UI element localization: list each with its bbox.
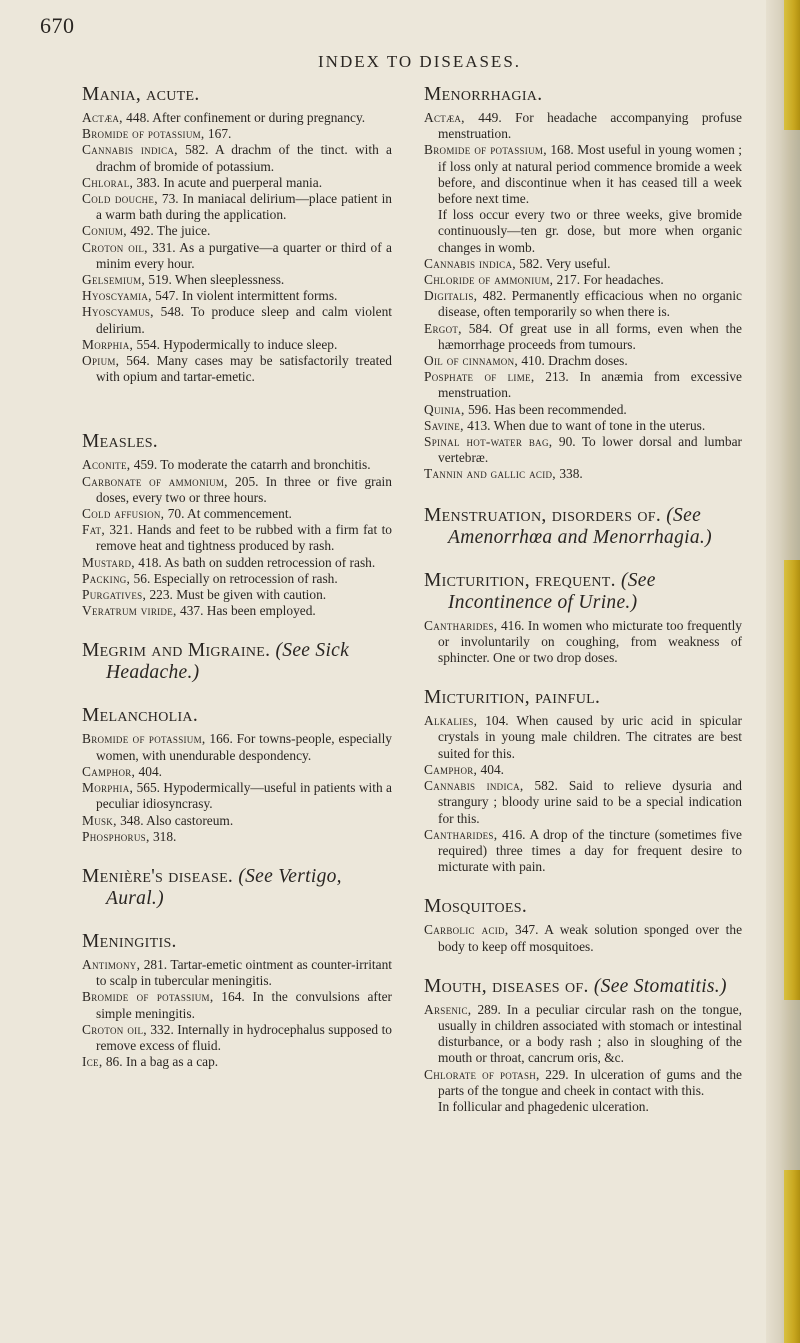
- section-heading: [82, 431, 392, 453]
- index-entry: [424, 618, 742, 667]
- entry-text: 418. As bath on sudden retrocession of rash.: [134, 554, 376, 570]
- entry-text: 213. In anæmia from excessive menstruation.: [438, 369, 742, 401]
- entry-text: If loss occur every two or three weeks, give bromide continuously—ten gr. dose, but more when organic changes in womb.: [438, 207, 742, 255]
- entry-text: 318.: [149, 828, 177, 844]
- entry-text: 338.: [555, 466, 583, 482]
- index-entry: [82, 1022, 392, 1054]
- index-entry: [82, 110, 392, 126]
- left-column: [82, 84, 392, 1070]
- remedy-name: Ergot,: [424, 320, 462, 336]
- index-entry: [82, 337, 392, 353]
- entry-text: 223. Must be given with caution.: [146, 587, 327, 603]
- entry-text: 86. In a bag as a cap.: [102, 1054, 219, 1070]
- remedy-name: Croton oil,: [82, 1021, 147, 1037]
- index-entry: [424, 418, 742, 434]
- index-entry: [424, 434, 742, 466]
- heading-text: Micturition, painful.: [424, 687, 601, 709]
- index-entry: [82, 522, 392, 554]
- thumb-index-tab: [784, 560, 800, 1000]
- index-entry: [82, 957, 392, 989]
- entry-text: 104. When caused by uric acid in spicular crystals in young male children. The citrates are best suited for this.: [438, 713, 742, 761]
- index-section: [424, 896, 742, 954]
- entry-text: 564. Many cases may be satisfactorily treated with opium and tartar-emetic.: [96, 353, 392, 385]
- entry-text: 584. Of great use in all forms, even when the hæmorrhage proceeds from tumours.: [438, 320, 742, 352]
- remedy-name: Morphia,: [82, 336, 134, 352]
- entry-text: 90. To lower dorsal and lumbar vertebræ.: [438, 434, 742, 466]
- entry-text: 449. For headache accompanying profuse menstruation.: [438, 110, 742, 142]
- index-section: [424, 687, 742, 875]
- remedy-name: Actæa,: [82, 110, 123, 125]
- entry-text: 73. In maniacal delirium—place patient in a warm bath during the application.: [96, 191, 392, 223]
- index-section: [82, 431, 392, 619]
- remedy-name: Phosphorus,: [82, 828, 150, 844]
- index-entry: [82, 304, 392, 336]
- running-head: INDEX TO DISEASES.: [318, 52, 522, 71]
- index-entry: [424, 1099, 742, 1115]
- remedy-name: Savine,: [424, 417, 464, 433]
- index-entry: [82, 272, 392, 288]
- entry-text: 565. Hypodermically—useful in patients with a peculiar idiosyncrasy.: [96, 780, 392, 812]
- index-entry: [82, 126, 392, 142]
- thumb-index-tab: [784, 1170, 800, 1343]
- entry-text: 482. Permanently efficacious when no organic disease, often temporarily so when there is.: [438, 288, 742, 320]
- entry-text: 348. Also castoreum.: [116, 812, 234, 828]
- remedy-name: Cantharides,: [424, 617, 498, 633]
- remedy-name: Camphor,: [82, 763, 136, 779]
- remedy-name: Morphia,: [82, 780, 134, 796]
- section-heading: [82, 705, 392, 727]
- remedy-name: Carbolic acid,: [424, 922, 509, 938]
- remedy-name: Ice,: [82, 1054, 103, 1070]
- entry-text: 331. As a purgative—a quarter or third of a minim every hour.: [96, 239, 392, 271]
- entry-text: 164. In the convulsions after simple meningitis.: [96, 989, 392, 1021]
- remedy-name: Chlorate of potash,: [424, 1066, 540, 1082]
- entry-text: 437. Has been employed.: [176, 603, 316, 619]
- remedy-name: Bromide of potassium,: [424, 142, 547, 158]
- section-heading: [424, 505, 742, 549]
- entry-text: 492. The juice.: [126, 223, 211, 239]
- section-heading: [82, 640, 392, 684]
- index-entry: [82, 474, 392, 506]
- entry-text: 459. To moderate the catarrh and bronchitis.: [130, 457, 371, 473]
- cross-reference: (See Stomatitis.): [593, 975, 727, 997]
- index-entry: [82, 240, 392, 272]
- index-entry: [424, 369, 742, 401]
- remedy-name: Digitalis,: [424, 288, 478, 304]
- entry-text: 70. At commencement.: [164, 506, 292, 522]
- heading-text: Menorrhagia.: [424, 84, 543, 105]
- remedy-name: Cold douche,: [82, 191, 158, 207]
- index-entry: [82, 587, 392, 603]
- remedy-name: Croton oil,: [82, 239, 148, 255]
- remedy-name: Cold affusion,: [82, 506, 165, 522]
- index-entry: [82, 571, 392, 587]
- heading-text: Mosquitoes.: [424, 896, 528, 918]
- heading-text: Micturition, frequent.: [424, 569, 616, 591]
- entry-text: 205. In three or five grain doses, every two or three hours.: [96, 473, 392, 505]
- index-entry: [82, 457, 392, 473]
- section-heading: [82, 84, 392, 106]
- index-entry: [424, 1067, 742, 1099]
- heading-text: Mania, acute.: [82, 84, 200, 105]
- index-entry: [82, 353, 392, 385]
- heading-text: Melancholia.: [82, 705, 199, 727]
- index-entry: [82, 813, 392, 829]
- section-heading: [82, 931, 392, 953]
- index-section: [82, 705, 392, 844]
- index-entry: [82, 989, 392, 1021]
- remedy-name: Cantharides,: [424, 826, 498, 842]
- index-entry: [82, 829, 392, 845]
- heading-text: Mouth, diseases of.: [424, 975, 589, 997]
- entry-text: 383. In acute and puerperal mania.: [133, 174, 323, 190]
- remedy-name: Gelsemium,: [82, 272, 146, 288]
- entry-text: 404.: [477, 761, 504, 777]
- index-section: [424, 570, 742, 667]
- remedy-name: Cannabis indica,: [82, 142, 178, 158]
- entry-text: 448. After confinement or during pregnancy.: [122, 110, 366, 125]
- cross-reference: (See Vertigo, Aural.): [106, 865, 342, 909]
- entry-text: 404.: [135, 763, 162, 779]
- remedy-name: Camphor,: [424, 761, 478, 777]
- entry-text: 547. In violent intermittent forms.: [151, 288, 338, 304]
- remedy-name: Fat,: [82, 522, 105, 538]
- entry-text: In follicular and phagedenic ulceration.: [438, 1098, 649, 1114]
- remedy-name: Bromide of potassium,: [82, 989, 214, 1005]
- remedy-name: Conium,: [82, 223, 127, 239]
- index-entry: [82, 731, 392, 763]
- remedy-name: Hyoscyamia,: [82, 288, 152, 304]
- index-entry: [424, 922, 742, 954]
- index-entry: [424, 713, 742, 762]
- remedy-name: Cannabis indica,: [424, 778, 524, 794]
- index-entry: [424, 321, 742, 353]
- heading-text: Meningitis.: [82, 930, 177, 952]
- index-section: [82, 84, 392, 385]
- index-entry: [82, 506, 392, 522]
- right-column: [424, 84, 742, 1115]
- entry-text: 289. In a peculiar circular rash on the tongue, usually in children associated with stomach or intestinal disturbance, or a body rash ; also in sloughing of the mouth or throat, cancrum oris, &c.: [438, 1001, 742, 1066]
- index-entry: [424, 256, 742, 272]
- entry-text: 166. For towns-people, especially women, with unendurable despondency.: [96, 731, 392, 763]
- index-entry: [424, 272, 742, 288]
- entry-text: 582. Very useful.: [515, 255, 611, 271]
- remedy-name: Alkalies,: [424, 713, 478, 729]
- section-heading: [424, 84, 742, 106]
- remedy-name: Bromide of potassium,: [82, 731, 206, 747]
- entry-text: 168. Most useful in young women ; if loss only at natural period commence bromide a week before, and discontinue when it has ceased till a week before next time.: [438, 142, 742, 207]
- index-entry: [424, 827, 742, 876]
- index-entry: [82, 142, 392, 174]
- entry-text: 281. Tartar-emetic ointment as counter-irritant to scalp in tubercular meningitis.: [96, 956, 392, 989]
- remedy-name: Oil of cinnamon,: [424, 353, 519, 369]
- section-heading: [424, 896, 742, 918]
- index-entry: [424, 207, 742, 256]
- remedy-name: Opium,: [82, 353, 120, 369]
- heading-text: Menière's disease.: [82, 865, 234, 887]
- entry-text: 413. When due to want of tone in the uterus.: [463, 417, 706, 433]
- entry-text: 548. To produce sleep and calm violent delirium.: [96, 304, 392, 336]
- entry-text: 596. Has been recommended.: [464, 401, 627, 417]
- heading-text: Measles.: [82, 431, 158, 453]
- index-section: [82, 640, 392, 684]
- remedy-name: Spinal hot-water bag,: [424, 434, 553, 450]
- entry-text: 410. Drachm doses.: [518, 353, 628, 369]
- index-entry: [424, 402, 742, 418]
- remedy-name: Packing,: [82, 570, 131, 586]
- remedy-name: Hyoscyamus,: [82, 304, 154, 320]
- index-entry: [424, 142, 742, 207]
- index-entry: [424, 1002, 742, 1067]
- section-heading: [424, 976, 742, 998]
- remedy-name: Arsenic,: [424, 1001, 472, 1017]
- cross-reference: (See Incontinence of Urine.): [448, 569, 656, 613]
- index-entry: [82, 223, 392, 239]
- cross-reference: (See Amenorrhœa and Menorrhagia.): [448, 504, 712, 548]
- entry-text: 519. When sleeplessness.: [145, 272, 285, 288]
- entry-text: 229. In ulceration of gums and the parts of the tongue and cheek in contact with this.: [438, 1066, 742, 1098]
- index-entry: [424, 353, 742, 369]
- cross-reference: (See Sick Headache.): [106, 640, 350, 684]
- remedy-name: Chloride of ammonium,: [424, 272, 554, 288]
- entry-text: 554. Hypodermically to induce sleep.: [133, 336, 338, 352]
- entry-text: 582. A drachm of the tinct. with a drachm of bromide of potassium.: [96, 142, 392, 174]
- remedy-name: Cannabis indica,: [424, 255, 516, 271]
- index-entry: [82, 288, 392, 304]
- index-section: [424, 976, 742, 1115]
- index-entry: [424, 288, 742, 320]
- remedy-name: Bromide of potassium,: [82, 126, 205, 142]
- section-heading: [424, 570, 742, 614]
- entry-text: 217. For headaches.: [553, 272, 664, 288]
- entry-text: 332. Internally in hydrocephalus supposed to remove excess of fluid.: [96, 1021, 392, 1053]
- entry-text: 416. A drop of the tincture (sometimes five required) three times a day for frequent desire to micturate with pain.: [438, 826, 742, 875]
- index-entry: [424, 466, 742, 482]
- entry-text: 56. Especially on retrocession of rash.: [130, 570, 338, 586]
- index-section: [424, 505, 742, 549]
- remedy-name: Musk,: [82, 812, 117, 828]
- section-heading: [424, 687, 742, 709]
- remedy-name: Tannin and gallic acid,: [424, 466, 556, 482]
- heading-text: Menstruation, disorders of.: [424, 504, 662, 526]
- index-entry: [82, 603, 392, 619]
- index-entry: [82, 764, 392, 780]
- index-entry: [82, 555, 392, 571]
- remedy-name: Carbonate of ammonium,: [82, 473, 228, 489]
- remedy-name: Antimony,: [82, 956, 141, 972]
- page-number: 670: [40, 13, 75, 38]
- remedy-name: Posphate of lime,: [424, 369, 535, 385]
- remedy-name: Actæa,: [424, 110, 465, 125]
- index-section: [82, 931, 392, 1070]
- remedy-name: Mustard,: [82, 554, 135, 570]
- remedy-name: Purgatives,: [82, 587, 147, 603]
- index-entry: [424, 778, 742, 827]
- index-entry: [424, 110, 742, 142]
- remedy-name: Quinia,: [424, 401, 465, 417]
- entry-text: 416. In women who micturate too frequently or involuntarily on coughing, from weakness of sphincter. One or two drop doses.: [438, 617, 742, 666]
- index-entry: [424, 762, 742, 778]
- entry-text: 321. Hands and feet to be rubbed with a firm fat to remove heat and tightness produced by rash.: [96, 522, 392, 554]
- section-heading: [82, 866, 392, 910]
- index-entry: [82, 1054, 392, 1070]
- entry-text: 347. A weak solution sponged over the body to keep off mosquitoes.: [438, 922, 743, 954]
- remedy-name: Aconite,: [82, 457, 131, 473]
- remedy-name: Veratrum viride,: [82, 603, 177, 619]
- index-section: [82, 866, 392, 910]
- thumb-index-tab: [784, 0, 800, 130]
- index-section: [424, 84, 742, 483]
- entry-text: 582. Said to relieve dysuria and strangury ; bloody urine said to be a special indication for this.: [438, 778, 743, 826]
- heading-text: Megrim and Migraine.: [82, 640, 271, 662]
- remedy-name: Chloral,: [82, 174, 134, 190]
- entry-text: 167.: [204, 126, 232, 142]
- index-entry: [82, 175, 392, 191]
- index-entry: [82, 191, 392, 223]
- index-entry: [82, 780, 392, 812]
